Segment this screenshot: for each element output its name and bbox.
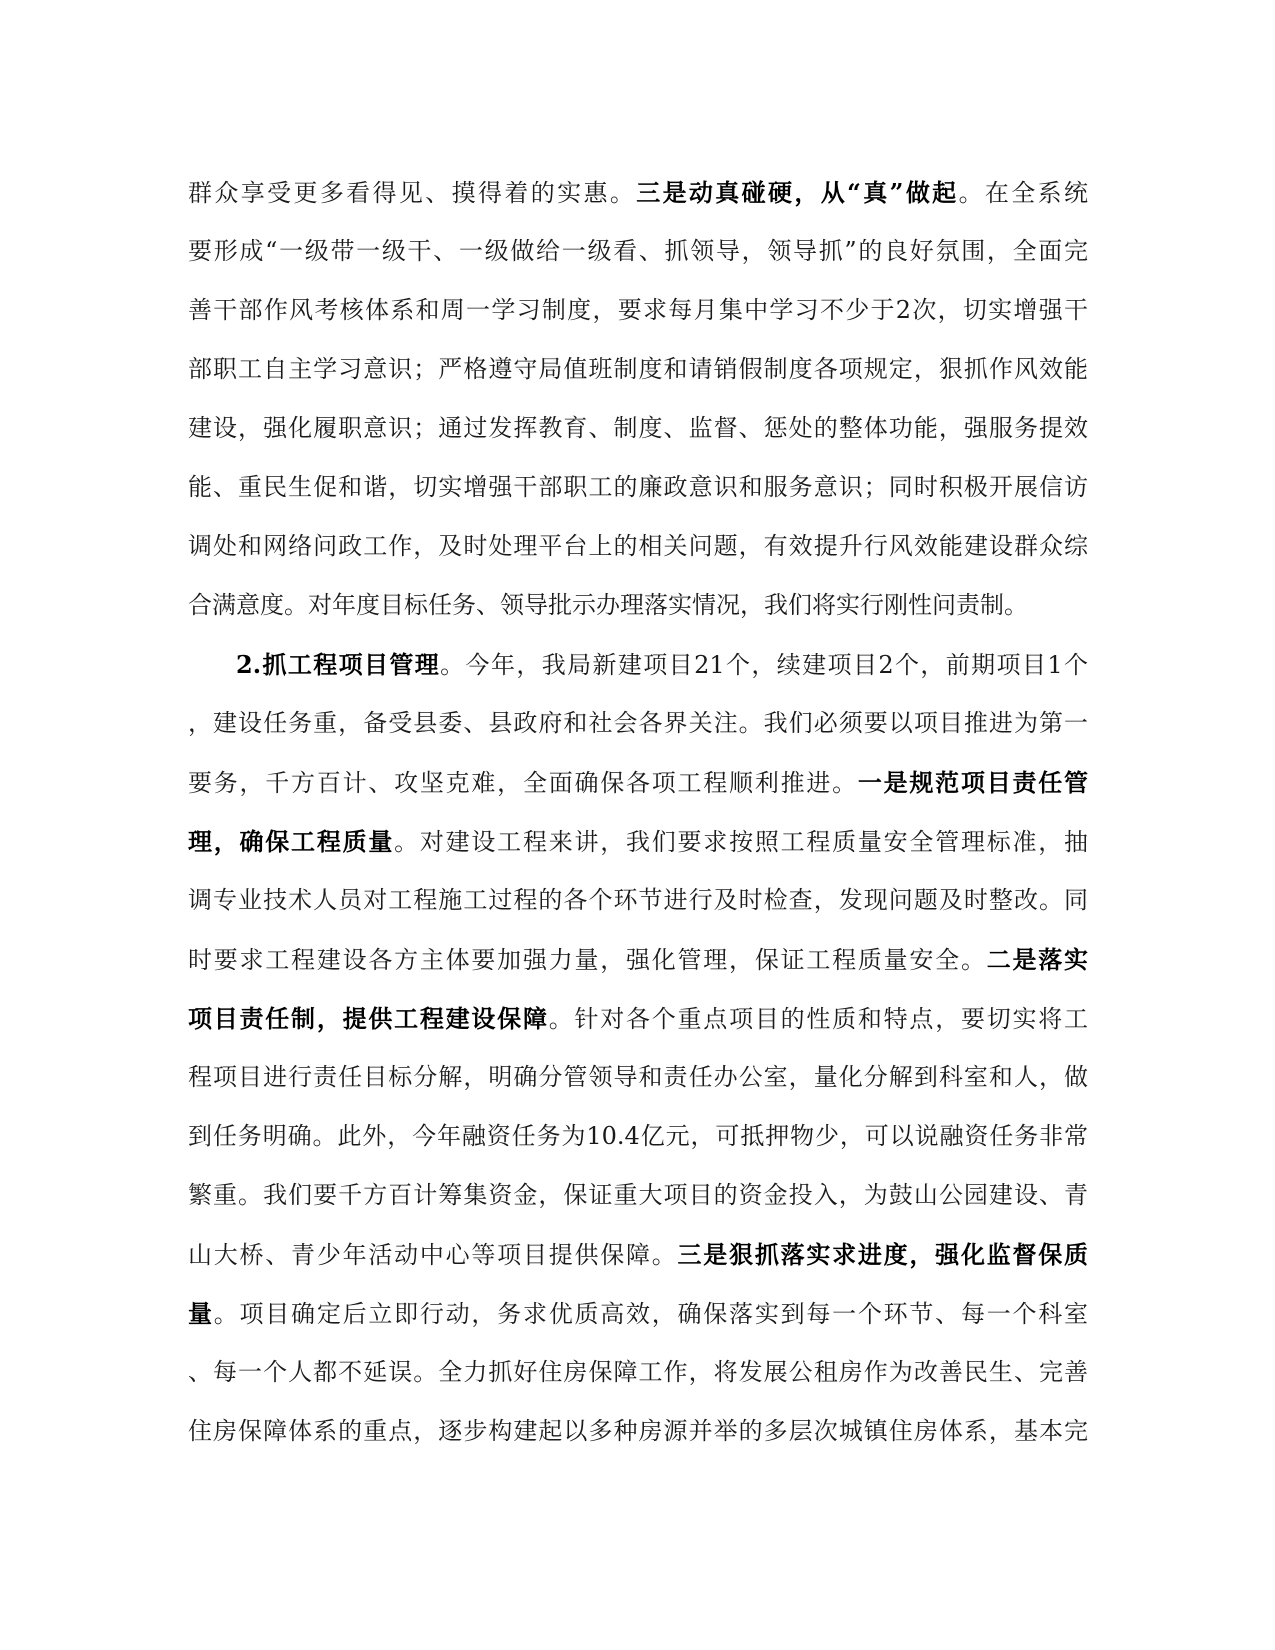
body-text-segment: 部职工自主学习意识；严格遵守局值班制度和请销假制度各项规定，狠抓作风效能: [188, 355, 1088, 383]
text-line: [188, 694, 1088, 753]
body-text-segment: 建设，强化履职意识；通过发挥教育、制度、监督、惩处的整体功能，强服务提效: [188, 414, 1088, 442]
body-text-segment: 要形成“一级带一级干、一级做给一级看、抓领导，领导抓”的良好氛围，全面完: [188, 237, 1088, 265]
bold-heading-text: 理，确保工程质量: [188, 827, 395, 856]
body-text-segment: 、每一个人都不延误。全力抓好住房保障工作，将发展公租房作为改善民生、完善: [188, 1358, 1088, 1386]
text-line: [188, 399, 1088, 458]
body-text-segment: 住房保障体系的重点，逐步构建起以多种房源并举的多层次城镇住房体系，基本完: [188, 1417, 1088, 1445]
text-line: [188, 517, 1088, 576]
body-text-segment: 。项目确定后立即行动，务求优质高效，确保落实到每一个环节、每一个科室: [213, 1300, 1088, 1328]
body-text-segment: 群众享受更多看得见、摸得着的实惠。: [188, 179, 637, 207]
body-text-segment: 繁重。我们要千方百计筹集资金，保证重大项目的资金投入，为鼓山公园建设、青: [188, 1181, 1088, 1209]
text-line: [188, 1402, 1088, 1461]
body-text-segment: 调处和网络问政工作，及时处理平台上的相关问题，有效提升行风效能建设群众综: [188, 532, 1088, 560]
text-line: [188, 1225, 1088, 1284]
text-line: [188, 576, 1088, 635]
text-line: [188, 281, 1088, 340]
body-text-segment: 合满意度。对年度目标任务、领导批示办理落实情况，我们将实行刚性问责制。: [188, 591, 1028, 619]
bold-heading-text: 量: [188, 1299, 214, 1328]
bold-heading-text: 一是规范项目责任管: [857, 768, 1089, 797]
text-line: [188, 1048, 1088, 1107]
body-text-segment: 善干部作风考核体系和周一学习制度，要求每月集中学习不少于2次，切实增强干: [188, 296, 1088, 324]
body-text-segment: 调专业技术人员对工程施工过程的各个环节进行及时检查，发现问题及时整改。同: [188, 886, 1088, 914]
bold-heading-text: 二是落实: [986, 945, 1088, 974]
text-line: [188, 458, 1088, 517]
body-text: [188, 163, 1088, 1461]
body-text-segment: 。在全系统: [958, 179, 1089, 207]
text-line: [188, 340, 1088, 399]
text-line: [188, 222, 1088, 281]
bold-heading-text: 三是动真碰硬，从“真”做起: [636, 178, 959, 207]
bold-heading-text: 三是狠抓落实求进度，强化监督保质: [677, 1240, 1089, 1269]
body-text-segment: 程项目进行责任目标分解，明确分管领导和责任办公室，量化分解到科室和人，做: [188, 1063, 1088, 1091]
text-line: [188, 753, 1088, 812]
body-text-segment: 到任务明确。此外，今年融资任务为10.4亿元，可抵押物少，可以说融资任务非常: [188, 1122, 1088, 1150]
body-text-segment: 。针对各个重点项目的性质和特点，要切实将工: [548, 1005, 1089, 1033]
text-line: [188, 1107, 1088, 1166]
body-text-segment: 山大桥、青少年活动中心等项目提供保障。: [188, 1241, 678, 1269]
body-text-segment: 。对建设工程来讲，我们要求按照工程质量安全管理标准，抽: [394, 828, 1089, 856]
text-line: [188, 1284, 1088, 1343]
text-line: [188, 1166, 1088, 1225]
bold-heading-text: 项目责任制，提供工程建设保障: [188, 1004, 549, 1033]
body-text-segment: 时要求工程建设各方主体要加强力量，强化管理，保证工程质量安全。: [188, 946, 987, 974]
text-line: [188, 812, 1088, 871]
text-line: [188, 930, 1088, 989]
text-line: [188, 871, 1088, 930]
text-line: [188, 163, 1088, 222]
body-text-segment: 要务，千方百计、攻坚克难，全面确保各项工程顺利推进。: [188, 769, 858, 797]
body-text-segment: 能、重民生促和谐，切实增强干部职工的廉政意识和服务意识；同时积极开展信访: [188, 473, 1088, 501]
text-line: [188, 635, 1088, 694]
text-line: [188, 1343, 1088, 1402]
body-text-segment: ，建设任务重，备受县委、县政府和社会各界关注。我们必须要以项目推进为第一: [188, 709, 1088, 737]
bold-heading-text: 2.抓工程项目管理: [236, 650, 441, 679]
body-text-segment: 。今年，我局新建项目21个，续建项目2个，前期项目1个: [440, 651, 1088, 679]
text-line: [188, 989, 1088, 1048]
